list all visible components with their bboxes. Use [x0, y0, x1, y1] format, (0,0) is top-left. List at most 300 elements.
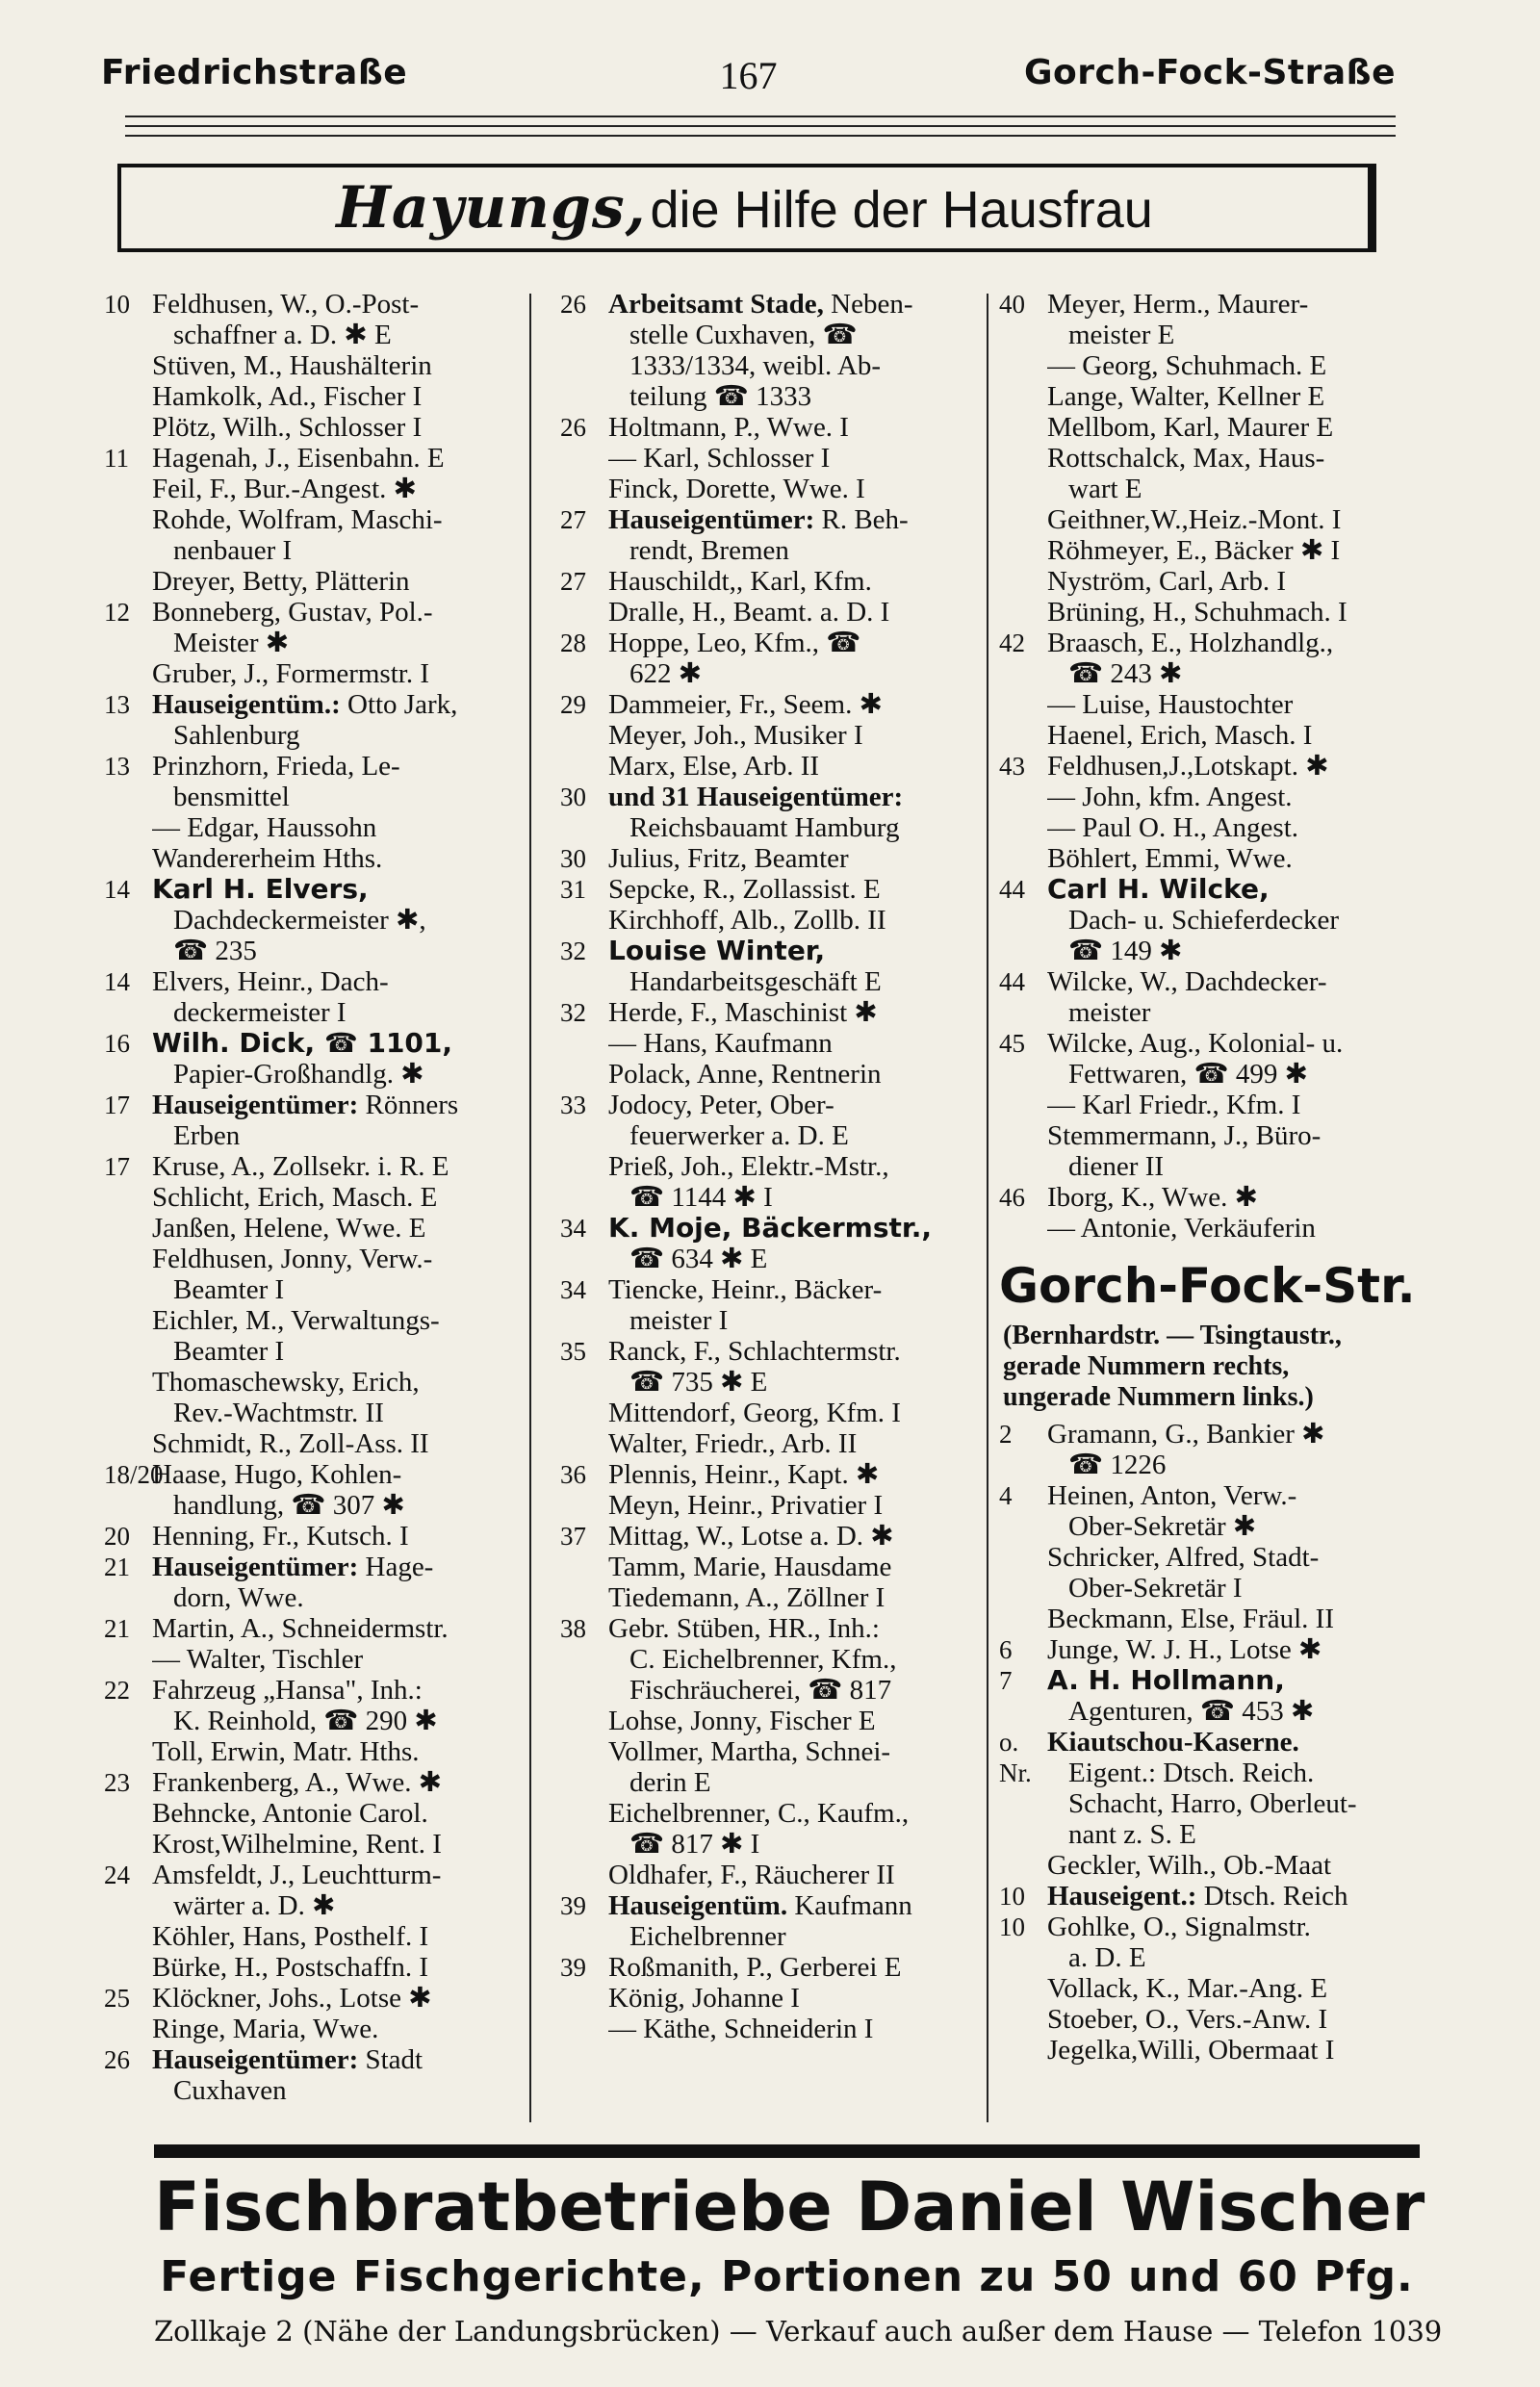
entry-line: Karl H. Elvers, [152, 874, 369, 905]
directory-entry [104, 658, 542, 689]
entry-line: Wandererheim Hths. [152, 843, 383, 874]
entry-line: wart E [1068, 474, 1142, 504]
house-number: 13 [104, 752, 130, 781]
house-number: 17 [104, 1091, 130, 1119]
entry-line: Geithner,W.,Heiz.-Mont. I [1047, 504, 1342, 535]
entry-line: Jegelka,Willi, Obermaat I [1047, 2035, 1335, 2066]
house-number: 32 [560, 937, 586, 965]
directory-entry [999, 1850, 1423, 1881]
entry-line: Mittendorf, Georg, Kfm. I [608, 1398, 901, 1428]
entry-line: Louise Winter, [608, 936, 826, 966]
directory-entry [104, 1798, 542, 1829]
advert-headline: Fischbratbetriebe Daniel Wischer [154, 2168, 1425, 2246]
street-section-title: Gorch-Fock-Str. [999, 1258, 1416, 1314]
entry-line: Nyström, Carl, Arb. I [1047, 566, 1287, 597]
directory-entry [104, 1028, 542, 1090]
advert-subline: Fertige Fischgerichte, Portionen zu 50 und 60 Pfg. [160, 2252, 1414, 2301]
entry-line: Gramann, G., Bankier ✱ [1047, 1419, 1325, 1450]
entry-line: ☎ 243 ✱ [1068, 658, 1183, 689]
entry-line: Bonneberg, Gustav, Pol.- [152, 597, 433, 628]
entry-line: Dachdeckermeister ✱, [173, 905, 426, 936]
house-number: 43 [999, 752, 1025, 781]
entry-line: Prieß, Joh., Elektr.-Mstr., [608, 1151, 889, 1182]
column-divider [529, 294, 531, 2122]
entry-line: Sepcke, R., Zollassist. E [608, 874, 881, 905]
house-number: 26 [104, 2045, 130, 2074]
directory-entry [999, 381, 1423, 412]
directory-entry [560, 1274, 998, 1336]
section-note-line: ungerade Nummern links.) [1003, 1382, 1314, 1412]
directory-entry [104, 443, 542, 474]
directory-entry [560, 782, 998, 843]
entry-line: Brüning, H., Schuhmach. I [1047, 597, 1348, 628]
entry-line: — Paul O. H., Angest. [1047, 812, 1298, 843]
entry-line: deckermeister I [173, 997, 346, 1028]
header-left-street: Friedrichstraße [101, 53, 408, 92]
directory-entry [104, 381, 542, 412]
entry-line: Bürke, H., Postschaffn. I [152, 1952, 429, 1983]
entry-line: nenbauer I [173, 535, 293, 566]
directory-entry [104, 1213, 542, 1244]
entry-line: Prinzhorn, Frieda, Le- [152, 751, 400, 782]
directory-entry [104, 1182, 542, 1213]
house-number: 44 [999, 967, 1025, 996]
house-number: 37 [560, 1522, 586, 1551]
directory-entry [104, 751, 542, 812]
entry-line: Plennis, Heinr., Kapt. ✱ [608, 1459, 880, 1490]
directory-entry [999, 751, 1423, 782]
entry-line: Schmidt, R., Zoll-Ass. II [152, 1428, 429, 1459]
directory-entry [104, 2044, 542, 2106]
directory-entry [104, 1090, 542, 1151]
entry-line: Hauseigentümer: R. Beh- [608, 504, 909, 535]
directory-column-2 [560, 289, 998, 2044]
entry-line: — Luise, Haustochter [1047, 689, 1294, 720]
entry-line: — Käthe, Schneiderin I [608, 2014, 874, 2044]
directory-entry [104, 1613, 542, 1644]
directory-entry [560, 1798, 998, 1860]
entry-line: Hauseigent.: Dtsch. Reich [1047, 1881, 1348, 1912]
entry-line: ☎ 634 ✱ E [629, 1244, 768, 1274]
directory-entry [999, 1973, 1423, 2004]
entry-line: Reichsbauamt Hamburg [629, 812, 900, 843]
directory-entry [999, 843, 1423, 874]
entry-line: Plötz, Wilh., Schlosser I [152, 412, 423, 443]
entry-line: Böhlert, Emmi, Wwe. [1047, 843, 1293, 874]
house-number: 10 [104, 290, 130, 319]
entry-line: Hauseigentümer: Stadt [152, 2044, 424, 2075]
entry-line: stelle Cuxhaven, ☎ [629, 320, 858, 350]
directory-entry [104, 1860, 542, 1921]
entry-line: Elvers, Heinr., Dach- [152, 966, 389, 997]
entry-bold-prefix: Hauseigentüm. [608, 1890, 788, 1921]
entry-line: Toll, Erwin, Matr. Hths. [152, 1736, 420, 1767]
entry-line: Krost,Wilhelmine, Rent. I [152, 1829, 442, 1860]
entry-line: Köhler, Hans, Posthelf. I [152, 1921, 429, 1952]
house-number: 30 [560, 844, 586, 873]
house-number: 45 [999, 1029, 1025, 1058]
directory-entry [560, 843, 998, 874]
entry-line: diener II [1068, 1151, 1165, 1182]
entry-line: — Georg, Schuhmach. E [1047, 350, 1327, 381]
directory-entry [999, 1912, 1423, 1973]
directory-entry [560, 1398, 998, 1428]
entry-line: teilung ☎ 1333 [629, 381, 812, 412]
entry-line: ☎ 149 ✱ [1068, 936, 1183, 966]
directory-entry [560, 628, 998, 689]
directory-entry [104, 1151, 542, 1182]
house-number: 44 [999, 875, 1025, 904]
directory-entry [560, 905, 998, 936]
entry-line: ☎ 1144 ✱ I [629, 1182, 773, 1213]
entry-line: Gebr. Stüben, HR., Inh.: [608, 1613, 880, 1644]
house-number: 4 [999, 1481, 1013, 1510]
entry-line: Fettwaren, ☎ 499 ✱ [1068, 1059, 1308, 1090]
directory-entry [560, 1521, 998, 1552]
directory-entry [999, 1213, 1423, 1244]
house-number: 10 [999, 1882, 1025, 1911]
directory-entry [999, 289, 1423, 350]
entry-line: Gohlke, O., Signalmstr. [1047, 1912, 1311, 1942]
entry-line: Geckler, Wilh., Ob.-Maat [1047, 1850, 1332, 1881]
house-number: 7 [999, 1666, 1013, 1695]
entry-line: K. Reinhold, ☎ 290 ✱ [173, 1706, 438, 1736]
entry-line: Rohde, Wolfram, Maschi- [152, 504, 443, 535]
entry-bold-prefix: Kiautschou-Kaserne. [1047, 1727, 1299, 1758]
entry-line: Eichelbrenner [629, 1921, 786, 1952]
entry-line: Eichelbrenner, C., Kaufm., [608, 1798, 910, 1829]
entry-bold-prefix: Hauseigent.: [1047, 1881, 1197, 1912]
entry-line: Kirchhoff, Alb., Zollb. II [608, 905, 886, 936]
entry-bold-prefix: und 31 Hauseigentümer: [608, 782, 904, 812]
directory-entry [999, 2004, 1423, 2035]
entry-line: Oldhafer, F., Räucherer II [608, 1860, 895, 1890]
directory-entry [560, 751, 998, 782]
directory-entry [560, 597, 998, 628]
entry-line: Lange, Walter, Kellner E [1047, 381, 1325, 412]
entry-bold-prefix: Arbeitsamt Stade, [608, 289, 824, 320]
entry-line: schaffner a. D. ✱ E [173, 320, 392, 350]
entry-line: meister I [629, 1305, 729, 1336]
directory-entry [999, 2035, 1423, 2066]
directory-entry [560, 443, 998, 474]
entry-line: Hoppe, Leo, Kfm., ☎ [608, 628, 861, 658]
directory-entry [560, 504, 998, 566]
house-number: 34 [560, 1214, 586, 1243]
directory-entry [104, 843, 542, 874]
entry-line: Eichler, M., Verwaltungs- [152, 1305, 440, 1336]
directory-entry [104, 1983, 542, 2014]
entry-line: Martin, A., Schneidermstr. [152, 1613, 449, 1644]
directory-entry [999, 966, 1423, 1028]
entry-line: Ringe, Maria, Wwe. [152, 2014, 379, 2044]
entry-line: Dralle, H., Beamt. a. D. I [608, 597, 890, 628]
entry-line: Frankenberg, A., Wwe. ✱ [152, 1767, 443, 1798]
entry-line: Feldhusen,J.,Lotskapt. ✱ [1047, 751, 1329, 782]
directory-entry [560, 1490, 998, 1521]
directory-entry [999, 1182, 1423, 1213]
entry-line: — Karl, Schlosser I [608, 443, 831, 474]
entry-line: Stüven, M., Haushälterin [152, 350, 432, 381]
entry-line: Thomaschewsky, Erich, [152, 1367, 420, 1398]
header-rule-3 [125, 135, 1396, 137]
directory-entry [104, 474, 542, 504]
house-number: 38 [560, 1614, 586, 1643]
entry-line: Lohse, Jonny, Fischer E [608, 1706, 876, 1736]
directory-entry [999, 628, 1423, 689]
house-number: 35 [560, 1337, 586, 1366]
directory-entry [560, 997, 998, 1028]
directory-entry [104, 1675, 542, 1736]
directory-entry [560, 1028, 998, 1059]
entry-line: ☎ 817 ✱ I [629, 1829, 760, 1860]
header-rule [125, 116, 1396, 117]
directory-entry [560, 566, 998, 597]
entry-line: Herde, F., Maschinist ✱ [608, 997, 878, 1028]
entry-line: Haase, Hugo, Kohlen- [152, 1459, 402, 1490]
directory-entry [560, 936, 998, 997]
house-number: 11 [104, 444, 129, 473]
entry-line: Tiencke, Heinr., Bäcker- [608, 1274, 883, 1305]
entry-line: Ranck, F., Schlachtermstr. [608, 1336, 901, 1367]
directory-entry [104, 350, 542, 381]
house-number: 33 [560, 1091, 586, 1119]
entry-line: Sahlenburg [173, 720, 300, 751]
entry-line: Haenel, Erich, Masch. I [1047, 720, 1313, 751]
house-number: 14 [104, 875, 130, 904]
directory-entry [104, 966, 542, 1028]
entry-line: Jodocy, Peter, Ober- [608, 1090, 834, 1120]
banner-tagline: die Hilfe der Hausfrau [650, 181, 1153, 239]
section-note-line: gerade Nummern rechts, [1003, 1351, 1290, 1381]
entry-line: — Antonie, Verkäuferin [1047, 1213, 1316, 1244]
directory-entry [104, 289, 542, 350]
entry-line: Wilcke, Aug., Kolonial- u. [1047, 1028, 1344, 1059]
directory-entry [999, 1634, 1423, 1665]
directory-entry [560, 720, 998, 751]
directory-entry [999, 1090, 1423, 1120]
entry-line: Finck, Dorette, Wwe. I [608, 474, 865, 504]
directory-entry [999, 1604, 1423, 1634]
house-number: 28 [560, 629, 586, 657]
entry-line: Henning, Fr., Kutsch. I [152, 1521, 409, 1552]
house-number: 6 [999, 1635, 1013, 1664]
entry-line: Schacht, Harro, Oberleut- [1068, 1788, 1357, 1819]
entry-line: Hagenah, J., Eisenbahn. E [152, 443, 445, 474]
entry-line: Fahrzeug „Hansa", Inh.: [152, 1675, 423, 1706]
directory-entry [560, 289, 998, 412]
entry-line: Dach- u. Schieferdecker [1068, 905, 1339, 936]
entry-line: bensmittel [173, 782, 290, 812]
directory-entry [104, 1552, 542, 1613]
entry-line: C. Eichelbrenner, Kfm., [629, 1644, 897, 1675]
entry-bold-prefix: Hauseigentümer: [152, 2044, 359, 2075]
directory-entry [560, 1706, 998, 1736]
directory-entry [999, 1542, 1423, 1604]
entry-line: Klöckner, Johs., Lotse ✱ [152, 1983, 432, 2014]
entry-line: Erben [173, 1120, 241, 1151]
entry-line: Röhmeyer, E., Bäcker ✱ I [1047, 535, 1341, 566]
house-number: 24 [104, 1861, 130, 1889]
entry-line: ☎ 235 [173, 936, 257, 966]
directory-entry [999, 720, 1423, 751]
directory-entry [104, 597, 542, 658]
directory-entry [104, 1459, 542, 1521]
entry-line: — John, kfm. Angest. [1047, 782, 1293, 812]
entry-line: Kruse, A., Zollsekr. i. R. E [152, 1151, 449, 1182]
directory-entry [104, 1305, 542, 1367]
directory-entry [999, 1881, 1423, 1912]
house-number: 31 [560, 875, 586, 904]
entry-line: Polack, Anne, Rentnerin [608, 1059, 882, 1090]
entry-line: Heinen, Anton, Verw.- [1047, 1480, 1297, 1511]
entry-line: Carl H. Wilcke, [1047, 874, 1270, 905]
directory-entry [560, 1952, 998, 1983]
entry-line: K. Moje, Bäckermstr., [608, 1213, 932, 1244]
column-divider [987, 294, 988, 2122]
entry-line: Meyer, Joh., Musiker I [608, 720, 863, 751]
house-number: 26 [560, 290, 586, 319]
entry-line: Beamter I [173, 1336, 285, 1367]
directory-entry [104, 1244, 542, 1305]
entry-line: Stemmermann, J., Büro- [1047, 1120, 1322, 1151]
directory-entry [104, 1767, 542, 1798]
entry-line: 1333/1334, weibl. Ab- [629, 350, 881, 381]
house-number: 42 [999, 629, 1025, 657]
entry-bold-prefix: Hauseigentümer: [608, 504, 815, 535]
entry-line: — Hans, Kaufmann [608, 1028, 833, 1059]
directory-entry [999, 1419, 1423, 1480]
entry-line: Hauseigentüm.: Otto Jark, [152, 689, 458, 720]
entry-line: Schricker, Alfred, Stadt- [1047, 1542, 1320, 1573]
entry-line: Hamkolk, Ad., Fischer I [152, 381, 423, 412]
directory-entry [104, 1367, 542, 1428]
entry-line: nant z. S. E [1068, 1819, 1196, 1850]
house-number: 27 [560, 567, 586, 596]
entry-line: Fischräucherei, ☎ 817 [629, 1675, 892, 1706]
entry-line: Holtmann, P., Wwe. I [608, 412, 849, 443]
entry-bold-prefix: Hauseigentüm.: [152, 689, 341, 720]
house-number: 12 [104, 598, 130, 627]
house-number: 27 [560, 505, 586, 534]
entry-line: Rev.-Wachtmstr. II [173, 1398, 384, 1428]
entry-line: Schlicht, Erich, Masch. E [152, 1182, 438, 1213]
house-number: 46 [999, 1183, 1025, 1212]
directory-entry [560, 1428, 998, 1459]
directory-entry [104, 874, 542, 966]
directory-entry [560, 689, 998, 720]
entry-line: Handarbeitsgeschäft E [629, 966, 882, 997]
entry-line: Amsfeldt, J., Leuchtturm- [152, 1860, 442, 1890]
directory-entry [999, 1727, 1423, 1850]
entry-line: Julius, Fritz, Beamter [608, 843, 849, 874]
entry-line: — Edgar, Haussohn [152, 812, 377, 843]
entry-line: Eigent.: Dtsch. Reich. [1068, 1758, 1315, 1788]
entry-line: Wilcke, W., Dachdecker- [1047, 966, 1327, 997]
entry-line: Marx, Else, Arb. II [608, 751, 820, 782]
house-number: 30 [560, 783, 586, 811]
directory-column-1 [104, 289, 542, 2106]
entry-line: Tamm, Marie, Hausdame [608, 1552, 892, 1582]
entry-line: Tiedemann, A., Zöllner I [608, 1582, 886, 1613]
directory-entry [560, 1983, 998, 2014]
directory-entry [104, 566, 542, 597]
entry-line: ☎ 735 ✱ E [629, 1367, 768, 1398]
directory-entry [999, 412, 1423, 443]
directory-entry [999, 443, 1423, 504]
directory-entry [560, 1059, 998, 1090]
entry-line: Stoeber, O., Vers.-Anw. I [1047, 2004, 1328, 2035]
entry-line: Feldhusen, Jonny, Verw.- [152, 1244, 433, 1274]
entry-line: König, Johanne I [608, 1983, 800, 2014]
directory-entry [560, 1213, 998, 1274]
entry-line: ☎ 1226 [1068, 1450, 1167, 1480]
house-number: 14 [104, 967, 130, 996]
entry-line: Mittag, W., Lotse a. D. ✱ [608, 1521, 894, 1552]
house-number: 13 [104, 690, 130, 719]
directory-entry [560, 1613, 998, 1706]
directory-entry [104, 1829, 542, 1860]
directory-entry [999, 782, 1423, 812]
house-number: 36 [560, 1460, 586, 1489]
house-number: 18/20 [104, 1460, 164, 1489]
entry-line: Papier-Großhandlg. ✱ [173, 1059, 424, 1090]
entry-line: Junge, W. J. H., Lotse ✱ [1047, 1634, 1322, 1665]
directory-entry [560, 474, 998, 504]
entry-line: Walter, Friedr., Arb. II [608, 1428, 858, 1459]
entry-line: handlung, ☎ 307 ✱ [173, 1490, 405, 1521]
entry-line: Arbeitsamt Stade, Neben- [608, 289, 913, 320]
entry-line: Beckmann, Else, Fräul. II [1047, 1604, 1334, 1634]
advert-address: Zollkaje 2 (Nähe der Landungsbrücken) — Verkauf auch außer dem Hause — Telefon 1039 [154, 2315, 1443, 2348]
entry-line: rendt, Bremen [629, 535, 789, 566]
entry-line: Hauschildt,, Karl, Kfm. [608, 566, 872, 597]
directory-entry [104, 1644, 542, 1675]
entry-line: 622 ✱ [629, 658, 703, 689]
entry-line: Meyer, Herm., Maurer- [1047, 289, 1309, 320]
house-number: 26 [560, 413, 586, 442]
house-number: 39 [560, 1891, 586, 1920]
entry-line: a. D. E [1068, 1942, 1146, 1973]
directory-entry [560, 874, 998, 905]
house-number: 16 [104, 1029, 130, 1058]
directory-entry [999, 1120, 1423, 1182]
house-number: 40 [999, 290, 1025, 319]
entry-line: Wilh. Dick, ☎ 1101, [152, 1028, 453, 1059]
banner-brand: Hayungs, [336, 174, 647, 242]
entry-line: Braasch, E., Holzhandlg., [1047, 628, 1334, 658]
section-note-line: (Bernhardstr. — Tsingtaustr., [1003, 1321, 1342, 1350]
directory-entry [104, 2014, 542, 2044]
entry-line: meister [1068, 997, 1151, 1028]
street-section-entries [999, 1419, 1423, 2066]
directory-entry [104, 812, 542, 843]
entry-line: Hauseigentümer: Hage- [152, 1552, 434, 1582]
directory-entry [104, 689, 542, 751]
house-number: 20 [104, 1522, 130, 1551]
entry-line: derin E [629, 1767, 711, 1798]
house-number: 29 [560, 690, 586, 719]
entry-line: Gruber, J., Formermstr. I [152, 658, 429, 689]
entry-line: Meyn, Heinr., Privatier I [608, 1490, 884, 1521]
entry-line: dorn, Wwe. [173, 1582, 304, 1613]
entry-line: Hauseigentümer: Rönners [152, 1090, 459, 1120]
directory-entry [104, 412, 542, 443]
directory-entry [104, 1428, 542, 1459]
house-number: 10 [999, 1912, 1025, 1941]
directory-entry [560, 1860, 998, 1890]
entry-bold-prefix: Hauseigentümer: [152, 1552, 359, 1582]
